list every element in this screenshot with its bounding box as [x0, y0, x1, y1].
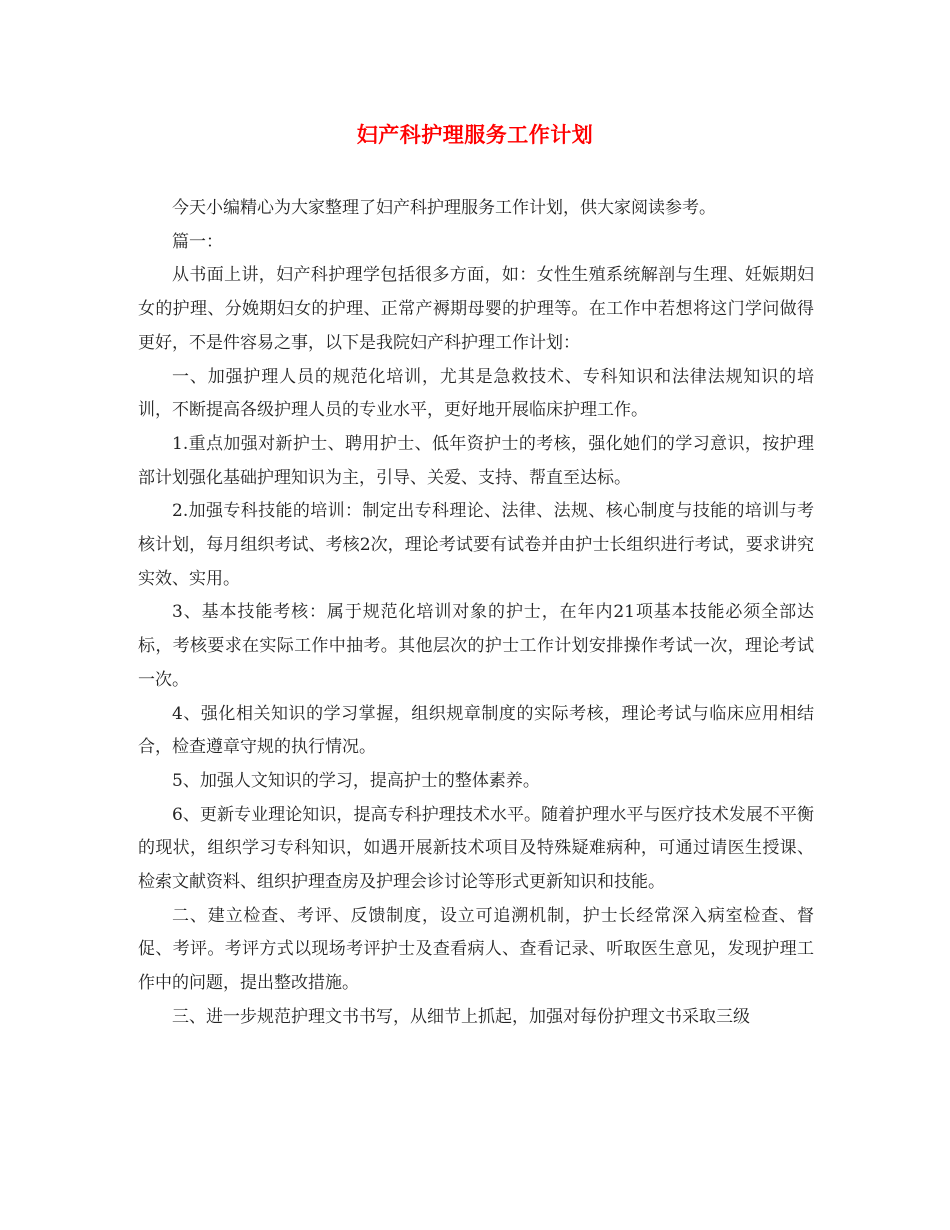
paragraph-item-1-4: 4、强化相关知识的学习掌握，组织规章制度的实际考核，理论考试与临床应用相结合，检查遵章守规的执行情况。	[138, 703, 814, 758]
paragraph-item-1-6: 6、更新专业理论知识，提高专科护理技术水平。随着护理水平与医疗技术发展不平衡的现状，组织学习专科知识，如遇开展新技术项目及特殊疑难病种，可通过请医生授课、检索文献资料、组织护理查房及护理会诊讨论等形式更新知识和技能。	[138, 804, 814, 893]
paragraph-section-label: 篇一：	[172, 231, 223, 252]
document-title: 妇产科护理服务工作计划	[356, 123, 594, 147]
paragraph-item-3: 三、进一步规范护理文书书写，从细节上抓起，加强对每份护理文书采取三级	[172, 1006, 750, 1027]
paragraph-item-1: 一、加强护理人员的规范化培训，尤其是急救技术、专科知识和法律法规知识的培训，不断提高各级护理人员的专业水平，更好地开展临床护理工作。	[138, 366, 814, 421]
paragraph-item-2: 二、建立检查、考评、反馈制度，设立可追溯机制，护士长经常深入病室检查、督促、考评。考评方式以现场考评护士及查看病人、查看记录、听取医生意见，发现护理工作中的问题，提出整改措施。	[138, 905, 814, 994]
paragraph-intro: 今天小编精心为大家整理了妇产科护理服务工作计划，供大家阅读参考。	[172, 198, 716, 218]
paragraph-item-1-3: 3、基本技能考核：属于规范化培训对象的护士，在年内21项基本技能必须全部达标，考核要求在实际工作中抽考。其他层次的护士工作计划安排操作考试一次，理论考试一次。	[138, 602, 814, 690]
document-body	[138, 192, 814, 1035]
paragraph-item-1-5: 5、加强人文知识的学习，提高护士的整体素养。	[172, 770, 540, 791]
paragraph-item-1-2: 2.加强专科技能的培训：制定出专科理论、法律、法规、核心制度与技能的培训与考核计划，每月组织考试、考核2次，理论考试要有试卷并由护士长组织进行考试，要求讲究实效、实用。	[138, 501, 814, 589]
paragraph-overview: 从书面上讲，妇产科护理学包括很多方面，如：女性生殖系统解剖与生理、妊娠期妇女的护理、分娩期妇女的护理、正常产褥期母婴的护理等。在工作中若想将这门学问做得更好，不是件容易之事，以下是我院妇产科护理工作计划：	[138, 265, 814, 353]
paragraph-item-1-1: 1.重点加强对新护士、聘用护士、低年资护士的考核，强化她们的学习意识，按护理部计划强化基础护理知识为主，引导、关爱、支持、帮直至达标。	[138, 433, 814, 488]
